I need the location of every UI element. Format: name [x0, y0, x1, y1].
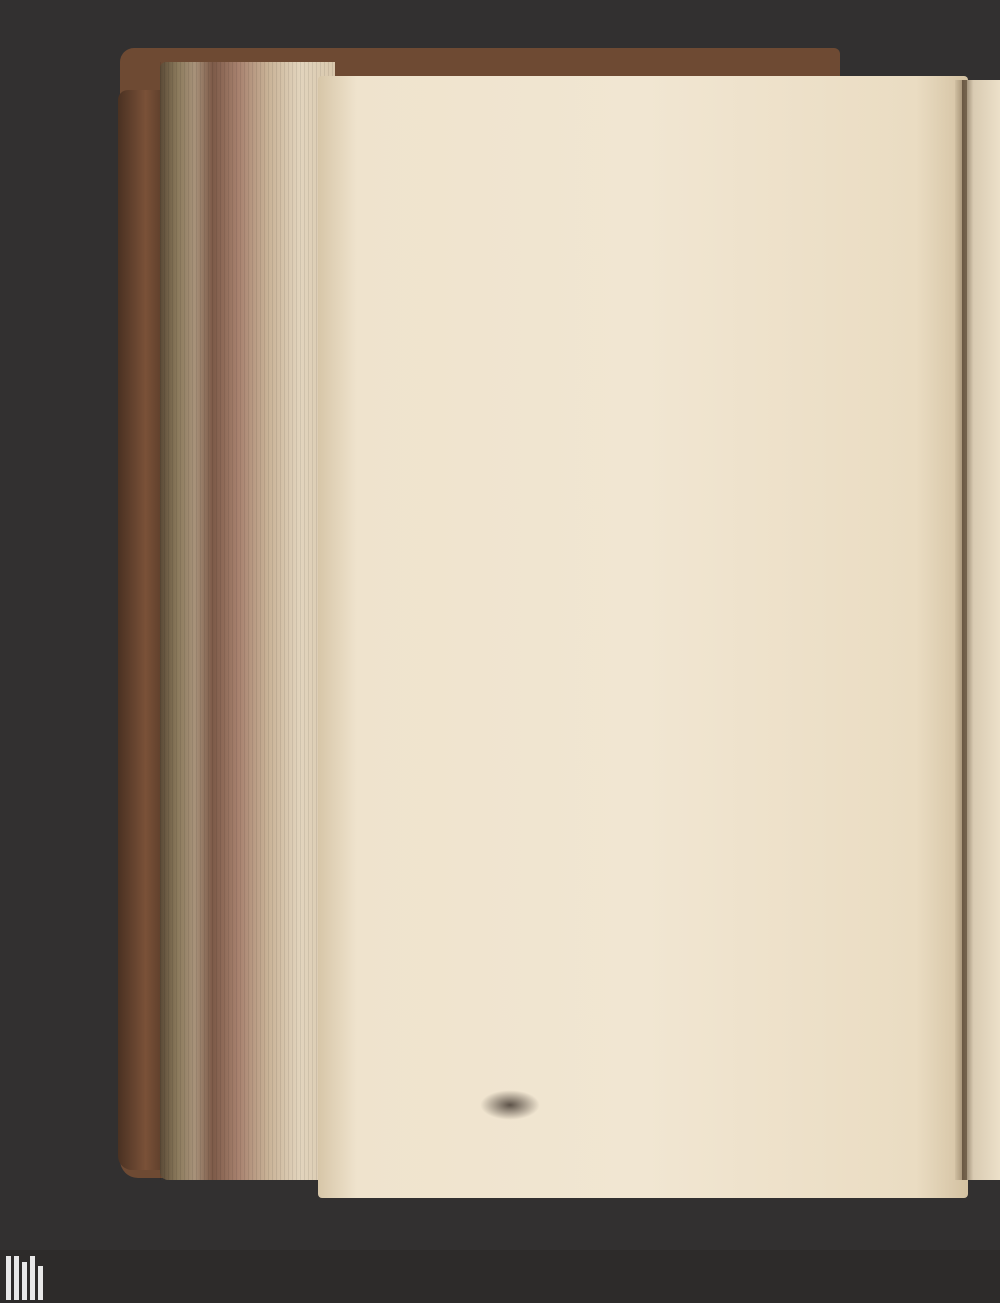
- ink-stain: [480, 1090, 540, 1120]
- book-spine: [118, 90, 164, 1170]
- library-logo-icon: [6, 1256, 48, 1300]
- right-page-edge: [962, 80, 1000, 1180]
- library-footer: [0, 1250, 1000, 1303]
- left-page: [318, 76, 968, 1198]
- page-edges: [160, 62, 335, 1180]
- page-gutter: [955, 80, 967, 1180]
